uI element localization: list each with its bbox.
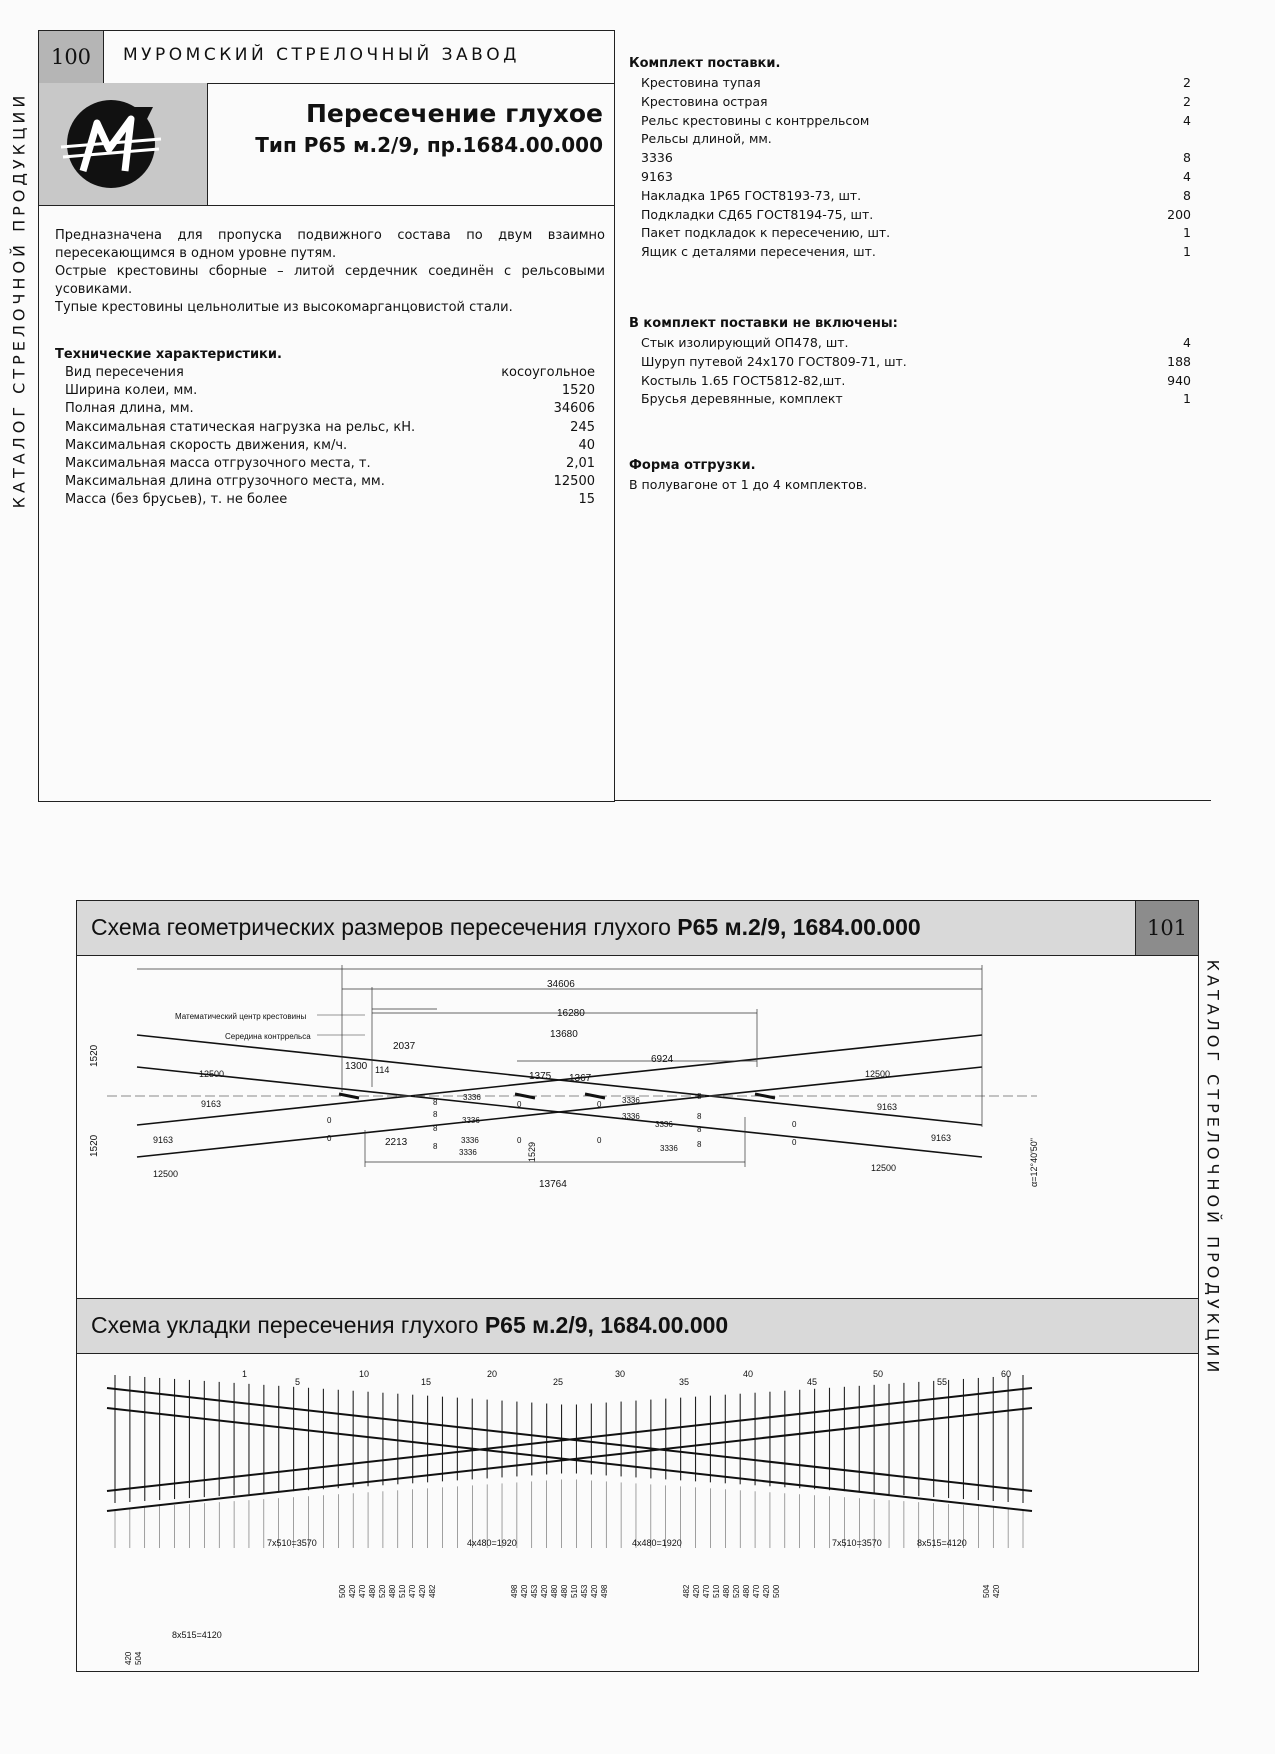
product-title: Пересечение глухое [306,99,603,128]
dim-eight: 8 [697,1092,702,1101]
spec-value: 40 [578,437,595,453]
spec-label: Костыль 1.65 ГОСТ5812-82,шт. [641,372,846,388]
tie-number: 15 [421,1377,432,1387]
tie-spacing-label: 482 [682,1584,691,1598]
spec-label: Ящик с деталями пересечения, шт. [641,244,876,260]
dim-1300: 1300 [345,1061,368,1072]
spec-row [641,150,1191,165]
spec-label: Брусья деревянные, комплект [641,391,843,407]
dim-gauge-bottom: 1520 [89,1134,100,1157]
spec-value: 1520 [561,383,595,399]
tie-spacing-label: 470 [358,1584,367,1598]
shipping-text: В полувагоне от 1 до 4 комплектов. [629,477,868,492]
tie-spacing-label: 480 [560,1584,569,1598]
product-info-panel [38,30,615,802]
dim-eight: 8 [433,1124,438,1133]
dim-zero: 0 [597,1136,602,1145]
dim-eight: 8 [697,1125,702,1134]
tie-spacing-label: 470 [408,1584,417,1598]
tie-spacing-label: 480 [722,1584,731,1598]
spec-label: Максимальная масса отгрузочного места, т. [65,456,371,471]
product-subtitle: Тип Р65 м.2/9, пр.1684.00.000 [255,133,603,157]
spec-row [641,75,1191,90]
dim-2037: 2037 [393,1041,416,1052]
dim-rail-3336: 3336 [462,1116,480,1125]
spec-label: Максимальная скорость движения, км/ч. [65,437,348,453]
tie-number: 20 [487,1369,498,1379]
tie-spacing-label: 510 [398,1584,407,1598]
tech-heading: Технические характеристики. [55,347,282,362]
spec-value: 2 [1183,93,1191,109]
spec-label: Рельсы длиной, мм. [641,131,772,147]
spec-row [641,188,1191,203]
note-guard-rail: Середина контррельса [225,1032,311,1041]
company-name: МУРОМСКИЙ СТРЕЛОЧНЫЙ ЗАВОД [123,45,520,65]
spec-label: Накладка 1Р65 ГОСТ8193-73, шт. [641,187,862,203]
spec-row [65,383,595,398]
spec-row [641,225,1191,240]
dim-rail-12500: 12500 [199,1069,225,1079]
spec-row [641,244,1191,259]
dim-rail-3336: 3336 [622,1096,640,1105]
spec-row [641,391,1191,406]
spec-row [65,365,595,380]
span-label: 7х510=3570 [832,1538,882,1548]
spec-label: Крестовина тупая [641,75,761,90]
spec-value: 200 [1167,206,1191,222]
spec-value: 15 [578,492,595,508]
spec-row [65,438,595,453]
spec-row [641,131,1191,146]
dim-rail-3336: 3336 [461,1136,479,1145]
dim-gauge-top: 1520 [89,1044,100,1067]
title-block [207,83,615,206]
dim-114: 114 [375,1065,390,1075]
spec-row [65,492,595,507]
shipping-heading: Форма отгрузки. [629,458,756,473]
spec-label: 3336 [641,150,673,166]
tie-number: 1 [242,1369,248,1379]
tie-spacing-label: 480 [388,1584,397,1598]
tie-spacing-label: 420 [692,1584,701,1598]
dim-rail-9163: 9163 [201,1099,222,1109]
spec-label: Пакет подкладок к пересечению, шт. [641,225,891,241]
product-description: Предназначена для пропуска подвижного состава по двум взаимно пересекающимся в одном уровне путям. Острые крестовины сборные – литой сердечник соединён с рельсовыми усовиками. Тупые крестовины цельнолитые из высокомарганцовистой стали. [55,228,605,315]
tie-spacing-label: 480 [742,1584,751,1598]
spec-value: 2,01 [566,456,595,471]
dim-1375: 1375 [529,1071,552,1082]
dim-zero: 0 [792,1120,797,1129]
layout-diagram [77,1353,1198,1669]
spec-row [65,401,595,416]
spec-row [65,474,595,489]
dim-16280: 16280 [557,1008,585,1019]
spec-value: 940 [1167,372,1191,388]
spec-label: Рельс крестовины с контррельсом [641,112,870,128]
layout-header: Схема укладки пересечения глухого Р65 м.2/9, 1684.00.000 [77,1298,1198,1354]
dim-rail-12500: 12500 [865,1069,891,1079]
tie-spacing-label: 470 [752,1584,761,1598]
delivery-panel [614,30,1211,801]
spec-row [641,113,1191,128]
dim-rail-9163: 9163 [153,1135,174,1145]
logo-m-icon [39,83,207,205]
tie-spacing-label: 510 [712,1584,721,1598]
tie-spacing-label: 480 [368,1584,377,1598]
tie-spacing-label: 420 [540,1584,549,1598]
spec-label: Ширина колеи, мм. [65,383,198,399]
note-math-center: Математический центр крестовины [175,1012,307,1021]
spec-row [641,94,1191,109]
tie-spacing-label: 453 [580,1584,589,1598]
tie-spacing-label: 420 [418,1584,427,1598]
tie-spacing-label: 510 [570,1584,579,1598]
dim-total: 34606 [547,979,575,990]
dim-rail-3336: 3336 [660,1144,678,1153]
tie-spacing-label: 504 [982,1584,991,1598]
tie-spacing-label: 500 [338,1584,347,1598]
spec-value: 2 [1183,75,1191,90]
dim-zero: 0 [792,1138,797,1147]
dim-13680: 13680 [550,1029,578,1040]
tie-spacing-label: 470 [702,1584,711,1598]
spec-row [65,420,595,435]
spec-label: Максимальная статическая нагрузка на рельс, кН. [65,419,416,435]
frog-marker [585,1094,605,1098]
tie-number: 55 [937,1377,948,1387]
spec-value: 12500 [553,474,595,490]
dim-rail-3336: 3336 [655,1120,673,1129]
span-label: 8х515=4120 [172,1630,222,1640]
spec-row [641,207,1191,222]
spec-label: Подкладки СД65 ГОСТ8194-75, шт. [641,206,874,222]
spec-label: Полная длина, мм. [65,401,194,417]
spec-value: 4 [1183,112,1191,128]
dim-zero: 0 [517,1136,522,1145]
dim-zero: 0 [327,1116,332,1125]
dim-eight: 8 [433,1142,438,1151]
dim-rail-9163: 9163 [877,1102,898,1112]
dim-zero: 0 [597,1100,602,1109]
dim-1367: 1367 [569,1073,592,1084]
tie-spacing-label: 420 [590,1584,599,1598]
spec-row [641,373,1191,388]
geometry-diagram [77,957,1198,1297]
spec-value: 1 [1183,391,1191,407]
tie-spacing-label: 420 [992,1584,1001,1598]
tie-number: 60 [1001,1369,1012,1379]
frog-marker [755,1094,775,1098]
spec-value: 4 [1183,335,1191,350]
span-label: 4х480=1920 [467,1538,517,1548]
kit-heading: Комплект поставки. [629,56,781,71]
spec-value: 8 [1183,150,1191,166]
tie-spacing-label: 453 [530,1584,539,1598]
frog-marker [515,1094,535,1098]
dim-zero: 0 [517,1100,522,1109]
tie-spacing-label: 500 [772,1584,781,1598]
dim-2213: 2213 [385,1137,408,1148]
tie-number: 10 [359,1369,370,1379]
dim-eight: 8 [433,1110,438,1119]
spec-value: 34606 [553,401,595,417]
dim-zero: 0 [327,1134,332,1143]
spec-row [65,456,595,471]
spec-row [641,354,1191,369]
tie-spacing-label: 420 [124,1651,133,1665]
dim-eight: 8 [697,1140,702,1149]
dim-6924: 6924 [651,1054,674,1065]
page-number: 100 [39,31,104,84]
spec-row [641,169,1191,184]
dim-rail-12500: 12500 [871,1163,897,1173]
spec-value: косоугольное [501,365,595,380]
dim-rail-3336: 3336 [459,1148,477,1157]
geometry-header: Схема геометрических размеров пересечения глухого Р65 м.2/9, 1684.00.000 [77,901,1136,956]
tie-number: 50 [873,1369,884,1379]
tie-spacing-label: 520 [378,1584,387,1598]
spec-label: Крестовина острая [641,93,768,109]
spec-row [641,335,1191,350]
tie-number: 30 [615,1369,626,1379]
side-catalog-label-right: КАТАЛОГ СТРЕЛОЧНОЙ ПРОДУКЦИИ [1203,959,1223,1377]
spec-label: Масса (без брусьев), т. не более [65,492,288,508]
tie-spacing-label: 420 [348,1584,357,1598]
not-included-heading: В комплект поставки не включены: [629,316,898,331]
dim-angle: α=12°40'50" [1029,1137,1039,1187]
tie-spacing-label: 504 [134,1651,143,1665]
spec-value: 245 [570,419,595,435]
spec-label: Стык изолирующий ОП478, шт. [641,335,849,350]
spec-value: 8 [1183,187,1191,203]
tie-number: 40 [743,1369,754,1379]
tie-spacing-label: 498 [510,1584,519,1598]
dim-rail-3336: 3336 [622,1112,640,1121]
span-label: 4х480=1920 [632,1538,682,1548]
spec-value: 188 [1167,353,1191,369]
dim-rail-12500: 12500 [153,1169,179,1179]
dim-13764: 13764 [539,1179,567,1190]
tie-number: 5 [295,1377,301,1387]
dim-rail-3336: 3336 [463,1093,481,1102]
tie-number: 45 [807,1377,818,1387]
spec-value: 1 [1183,244,1191,260]
tie-spacing-label: 520 [732,1584,741,1598]
page-number: 101 [1135,901,1198,956]
spec-value: 1 [1183,225,1191,241]
spec-value: 4 [1183,169,1191,184]
tie-spacing-label: 482 [428,1584,437,1598]
tie-spacing-label: 480 [550,1584,559,1598]
tie-number: 35 [679,1377,690,1387]
span-label: 8х515=4120 [917,1538,967,1548]
side-catalog-label-left: КАТАЛОГ СТРЕЛОЧНОЙ ПРОДУКЦИИ [9,91,29,509]
page-100 [38,30,1212,800]
dim-1529: 1529 [527,1141,537,1162]
spec-label: Шуруп путевой 24х170 ГОСТ809-71, шт. [641,353,907,369]
page-101 [76,900,1199,1672]
dim-rail-9163: 9163 [931,1133,952,1143]
tie-spacing-label: 420 [762,1584,771,1598]
frog-marker [339,1094,359,1098]
spec-label: Максимальная длина отгрузочного места, мм. [65,474,385,490]
dim-eight: 8 [697,1112,702,1121]
tie-spacing-label: 420 [520,1584,529,1598]
dim-eight: 8 [433,1098,438,1107]
spec-label: Вид пересечения [65,365,184,380]
tie-spacing-label: 498 [600,1584,609,1598]
span-label: 7х510=3570 [267,1538,317,1548]
spec-label: 9163 [641,169,673,184]
tie-number: 25 [553,1377,564,1387]
company-logo [39,83,208,206]
